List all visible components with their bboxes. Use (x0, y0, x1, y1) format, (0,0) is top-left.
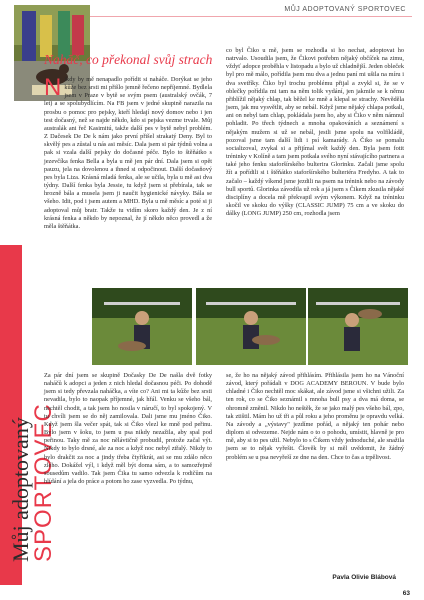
article-column-c (44, 372, 212, 486)
article-title: Nahāč, co překonal svůj strach (44, 52, 213, 67)
column-b-text: co byl Čiko u mě, jsem se rozhodla si ho nechat, adoptovat ho natrvalo. Usoudila jsem, že Čikovi potřebm nějaký občíček na zimu, vždyť adopce proběhla v listopadu a bylo už chladnější. Jeden obleček byl pro mě málo, pořídila jsem mu dva a jednu paní mi ušila na míru i dva svetříky. Čiko byl trochu problému přijal a zvykl si, že se v oblečky pořídila mi tam na něm tolik vydání, jen jakmile se k němu přiblížil nějaký chlap, tak běžel ke mně a klepal se strachy. Nevěděla jsem, jak mu vysvětlit, aby se nebál. Když jsme nějaký chlapa potkali, ani on nebyl tam chlap, pokládala jsem ho, aby si Čiko v něm námnul pohladit. Po třech týdnech a mnoha opakováních a seznámení s nějakým mužem si už se nebál, jestli jsme spolu na volfíkládě, pozoval jsme tam další lidi i psí kamarády. A Čiko se pomalu socializoval, zvykal si a přijímal svět každý den. Byla jsem fotit tréninky v Kolíně a tam jsem potkala svého nyní stávajícího partnera a také jeho fenku staforšírského bulterira Glorinku. Začali jsme spolu žít a pořídili si i štěňátko staforšírského bulteriéra Fredyho. A tak to začalo – každý víkend jsme jezdili na psem na trénink nebo na závody bull sportů. Glorinka závodila už rok a já jsem s Čikem zkusila nějaké disciplíny a docela mě překvapil svým výkonem. Když na tréninku skočil ve skoku do výšky (CLASSIC JUMP) 75 cm a ve skoku do dálky (LONG JUMP) 250 cm, rozhodla jsem (226, 47, 404, 218)
article-column-d (226, 372, 404, 462)
side-title-line1: Můj adoptovaný (8, 417, 33, 562)
section-header: MŮJ ADOPTOVANÝ SPORTOVEC (284, 6, 406, 13)
jump-photo-1 (92, 288, 192, 365)
page-number: 63 (402, 590, 410, 597)
column-a-text: ikdy by mě nenapadlo pořídit si naháče. Dorýkat se jeho kůže bez srsti mi přišlo jemně řečeno nepříjemné. Bydlela jsem v Praze v bytě se svým psem (australský ovčák, 7 let) a se spolubydlícím. Na FB jsem v jedné skupině narazila na prosbu o pomoc pro pejsky, kteří hledají nový domov nebo i jen test dočasný, než se najde někdo, kdo si pejska vezme trvale. Můj australák ani řeč Kasimitú, takže další pes v bytě nebyl problém. Z Dačesek De De k nám jako první přišel strakatý Deny. Byl to skvělý pes a zůstal u nás asi měsíc. Dala jsem si pár týdnů volna a pak si vzala další pejsky do dočasné péče. Bylo to štěňátko s jezevčíka fenka Bella a byla u mě jen pár dní. Dala jsem si opět pauzu, jela na dovolenou a ihned si odpočinout. Další dočasňový pes byla Liza. Krásná mladá fenka, ale se učila, byla u mě asi dva týdny. Další fenka byla Jessie, tu když jsem si přebírala, tak se hrozně bála a musela jsem ji naučit hygienické návyky. Bála se všeho. Idit, pod i jsem autem a MHD. Byla u mě měsíc a poté si ji adoptoval můj bratr. Takže tu vidím skoro každý den. Je z ní krásná fenka a někdo by nepoznal, že jí někdo něco provedl a že měla štěňátka. (44, 76, 212, 230)
jump-photo-2 (196, 288, 306, 365)
author-signature: Pavla Olivie Blábová (332, 574, 396, 581)
side-title-line2: SPORTOVEC (30, 403, 57, 562)
article-column-a (44, 76, 212, 231)
column-c-text: Za pár dní jsem se skupině Dočasky De De našla dvě fotky naháčů k adopci a jeden z nich hledal dočasnou péči. Po dohodě jsem si tedy převzala naháčka, a víte co? Ani mi ta kůže bez srsti nevadila, bylo to naopak příjemné, jak hřál. Venku se všeho bál, nechtěl chodit, a tak jsem ho nosila v náručí, to byl spokojený. V tu chvíli jsem se do něj zamilovala. Dali jsme mu jméno Čiko. Když jsem šla večer spát, tak si Čiko vlezl ke mně pod peřinu. Bylo jsem v šoku, to jsem u psa nikdy nezažila, aby spal pod peřinou. Taky mě za noc nělávtičně probudil, protože začal výt. Nikdy to bylo drsné, ale za noc a když noc nebyl ztřalý. Nikdy to bylo drakčit za noc a jindy třeba čtyřikrát, asi se mu zdálo něco zlého. Dokážel výl, i když měl být doma sám, a to samozřejmě sousedům vadilo. Tak jsem Čika tu samo odvezla k rodičům na hlídání a jela do práce a potom ho zase vyzvedla. Po týdnu, (44, 372, 212, 486)
article-column-b (226, 47, 404, 218)
jump-photo-3 (308, 288, 408, 365)
column-d-text: se, že ho na nějaký závod přihlásím. Přihlásila jsem ho na Vánoční závod, který pořádali v DOG ACADEMY BEROUN. V bude bylo chladné i Čiko nechtěl moc skákat, ale závod jsme si všichni užili. Za ten rok, co se Čiko seznámil s mnoha bull psy a dva má doma, se ohromně změnil. Nikdo ho neštěk, že se jako malý pes všeho bál, zpo, tak ztištil. Mám ho už tři a půl roku a jeho proměnu je opravdu velká. Na závody a „výstavy" jezdíme pořád, a nějaký ten pohár nebo diplom si odvezeme. Nejde nám o to o pohodu, umístit, hlavně je pro mě, aby si to pes užil. Nebylo to s Čikem vždy jednoduché, ale snažila jsem se to nějak vyřešit. Člověk by si měl uvědomit, že žádný problém se u psa nevyřeší ze dne na den. Chce to čas a trpělivost. (226, 372, 404, 461)
drop-cap: N (44, 74, 62, 101)
